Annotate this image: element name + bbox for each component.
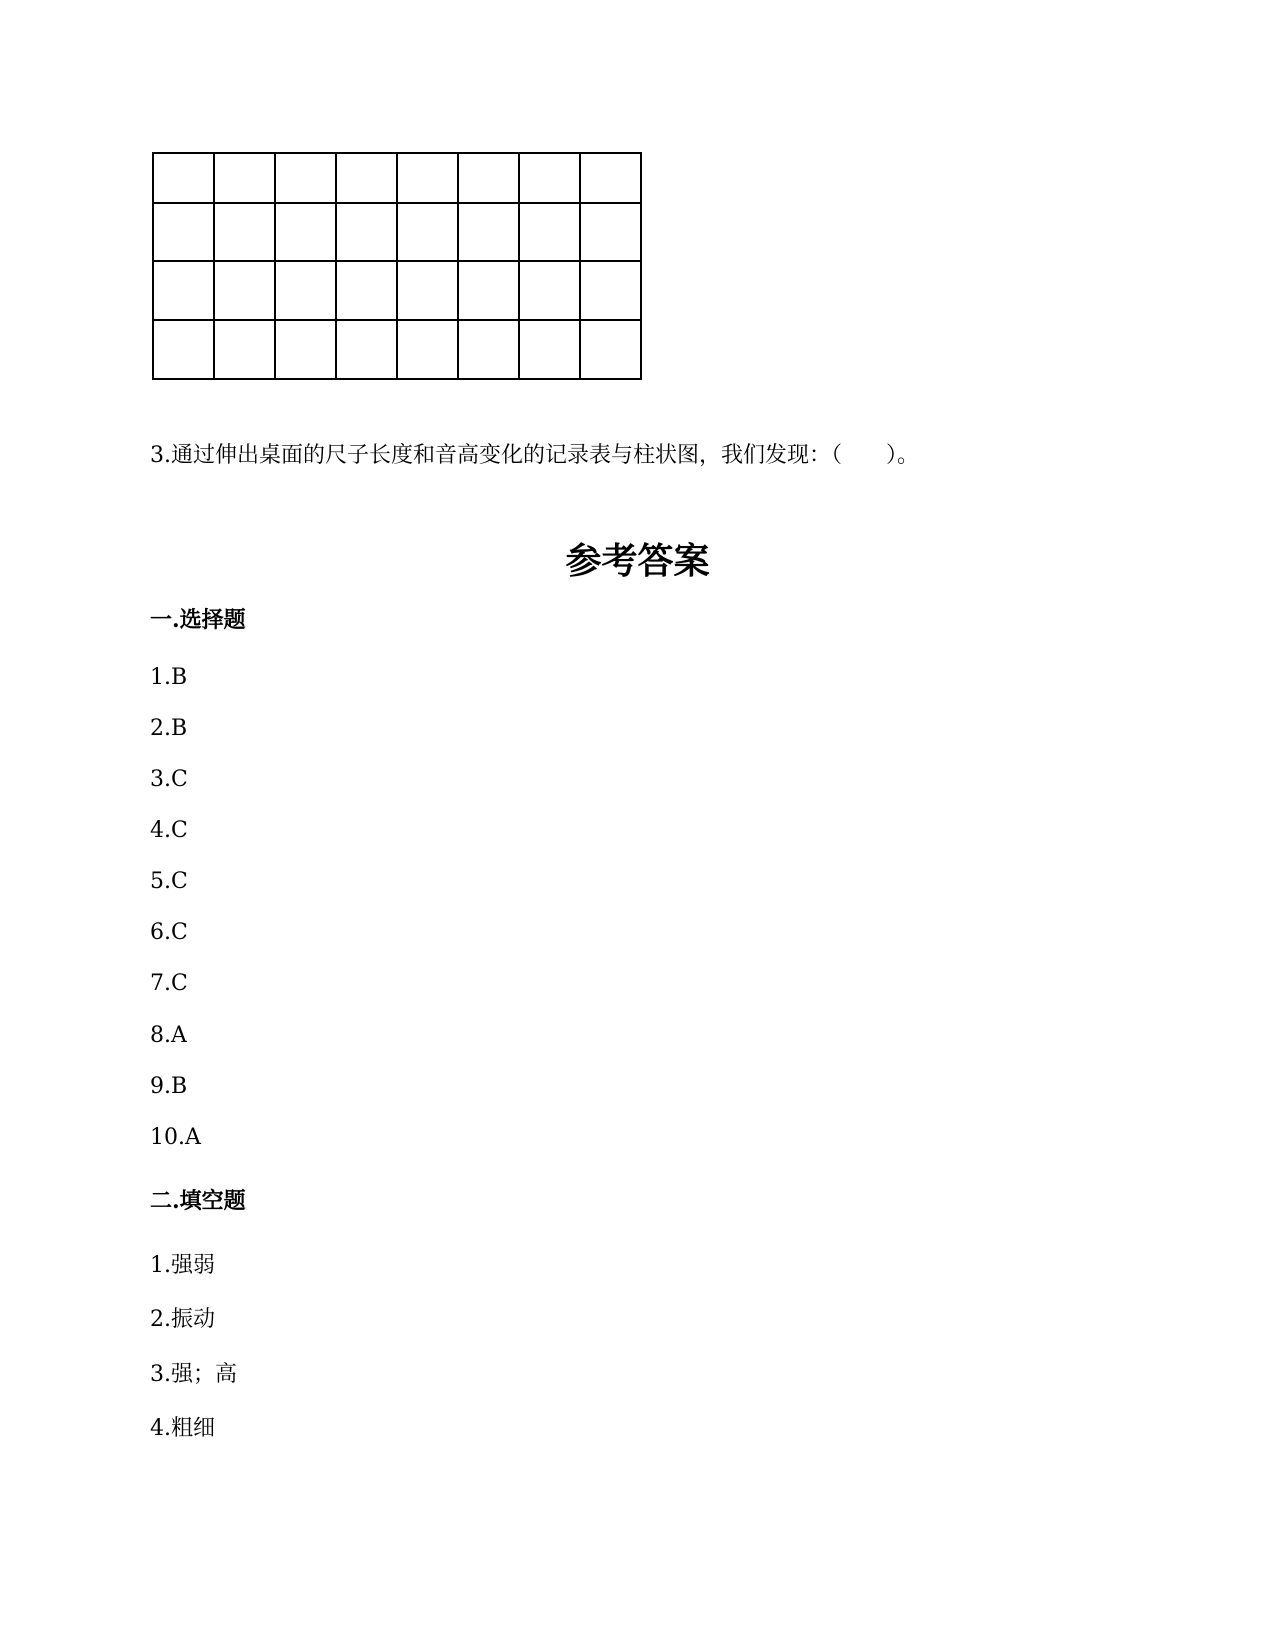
choice-answer-2: 2.B	[150, 716, 188, 741]
grid-cell	[458, 261, 519, 320]
grid-cell	[397, 203, 458, 261]
grid-cell	[519, 261, 580, 320]
grid-cell	[397, 261, 458, 320]
grid-cell	[336, 153, 397, 203]
section-1-title: 一.选择题	[150, 607, 246, 633]
grid-row	[153, 320, 641, 379]
choice-answer-10: 10.A	[150, 1125, 201, 1150]
grid-cell	[458, 153, 519, 203]
grid-cell	[214, 320, 275, 379]
choice-answer-9: 9.B	[150, 1074, 188, 1099]
grid-cell	[458, 203, 519, 261]
grid-cell	[580, 203, 641, 261]
fill-answer-1: 1.强弱	[150, 1253, 215, 1278]
grid-cell	[153, 320, 214, 379]
grid-cell	[397, 320, 458, 379]
grid-cell	[214, 203, 275, 261]
grid-cell	[153, 261, 214, 320]
grid-cell	[214, 153, 275, 203]
grid-cell	[275, 261, 336, 320]
choice-answer-6: 6.C	[150, 920, 188, 945]
answer-key-title: 参考答案	[565, 540, 710, 582]
question-3-text: 3.通过伸出桌面的尺子长度和音高变化的记录表与柱状图，我们发现：（ ）。	[150, 443, 919, 468]
grid-cell	[458, 320, 519, 379]
grid-cell	[214, 261, 275, 320]
grid-cell	[275, 320, 336, 379]
grid-row	[153, 203, 641, 261]
grid-cell	[580, 261, 641, 320]
grid-cell	[153, 203, 214, 261]
blank-record-grid	[152, 152, 642, 380]
grid-row	[153, 261, 641, 320]
choice-answer-3: 3.C	[150, 767, 188, 792]
grid-cell	[397, 153, 458, 203]
grid-cell	[580, 153, 641, 203]
grid-cell	[519, 153, 580, 203]
choice-answer-7: 7.C	[150, 971, 188, 996]
fill-answer-4: 4.粗细	[150, 1416, 215, 1441]
grid-cell	[275, 203, 336, 261]
choice-answer-8: 8.A	[150, 1023, 187, 1048]
fill-answer-2: 2.振动	[150, 1307, 215, 1332]
grid-cell	[336, 320, 397, 379]
grid-cell	[519, 320, 580, 379]
section-2-title: 二.填空题	[150, 1188, 246, 1214]
choice-answer-5: 5.C	[150, 869, 188, 894]
grid-cell	[580, 320, 641, 379]
grid-row	[153, 153, 641, 203]
grid-cell	[519, 203, 580, 261]
choice-answer-4: 4.C	[150, 818, 188, 843]
grid-cell	[336, 261, 397, 320]
grid-cell	[153, 153, 214, 203]
grid-cell	[275, 153, 336, 203]
grid-cell	[336, 203, 397, 261]
choice-answer-1: 1.B	[150, 665, 188, 690]
fill-answer-3: 3.强；高	[150, 1362, 237, 1387]
